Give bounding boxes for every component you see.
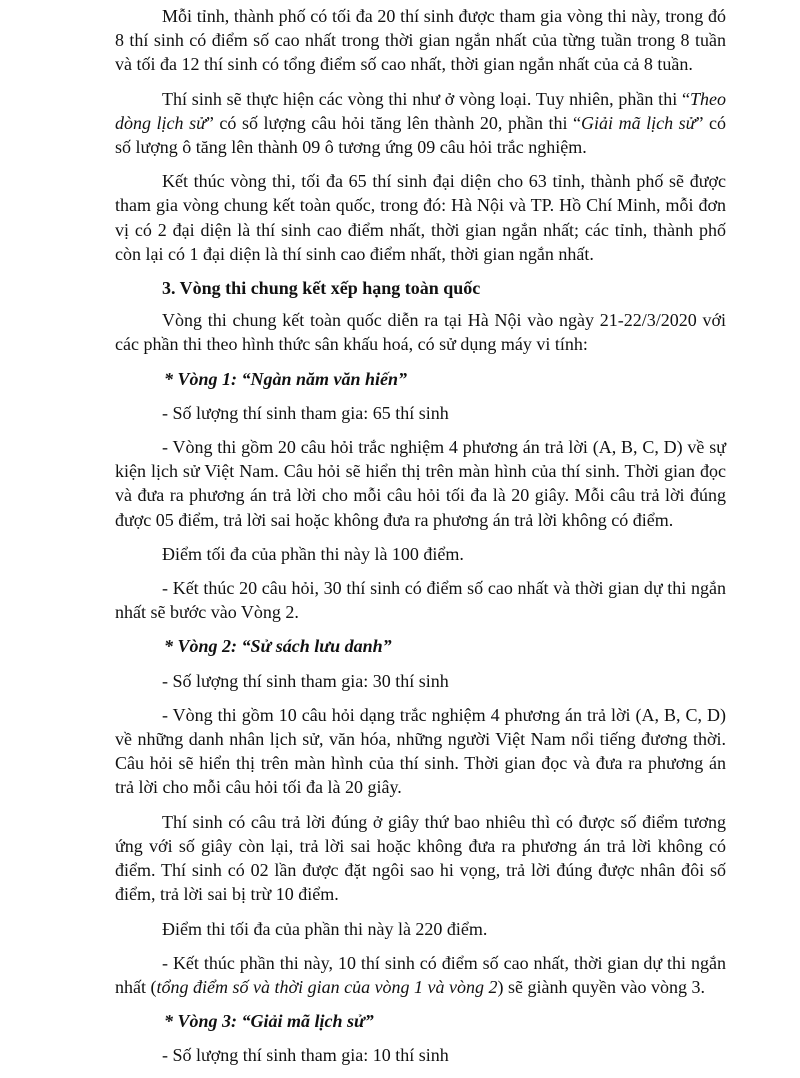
round-1-title: * Vòng 1: “Ngàn năm văn hiến” <box>164 368 408 389</box>
document-body <box>115 4 726 1078</box>
round-2-max-score: Điểm thi tối đa của phần thi này là 220 điểm. <box>162 918 488 939</box>
paragraph-province-quota: Mỗi tỉnh, thành phố có tối đa 20 thí sinh được tham gia vòng thi này, trong đó 8 thí sinh có điểm số cao nhất trong thời gian ngắn nhất của từng tuần trong 8 tuần và tối đa 12 thí sinh có tổng điểm số cao nhất, thời gian ngắn nhất của cả 8 tuần. <box>115 6 726 75</box>
round-3-title: * Vòng 3: “Giải mã lịch sử” <box>164 1011 374 1032</box>
paragraph-final-intro: Vòng thi chung kết toàn quốc diễn ra tại Hà Nội vào ngày 21-22/3/2020 với các phần thi theo hình thức sân khấu hoá, có sử dụng máy vi tính: <box>115 310 726 355</box>
paragraph-round-rules <box>115 87 726 160</box>
italic-term-giai-ma-lich-su: Giải mã lịch sử <box>581 112 696 133</box>
round-1-max-score: Điểm tối đa của phần thi này là 100 điểm. <box>162 543 464 564</box>
paragraph-finalists: Kết thúc vòng thi, tối đa 65 thí sinh đại diện cho 63 tỉnh, thành phố sẽ được tham gia vòng chung kết toàn quốc, trong đó: Hà Nội và TP. Hồ Chí Minh, mỗi đơn vị có 2 đại diện là thí sinh cao điểm nhất, thời gian ngắn nhất; các tỉnh, thành phố còn lại có 1 đại diện là thí sinh cao điểm nhất, thời gian ngắn nhất. <box>115 171 726 264</box>
round-3-participants: - Số lượng thí sinh tham gia: 10 thí sinh <box>162 1045 449 1066</box>
round-2-description: - Vòng thi gồm 10 câu hỏi dạng trắc nghiệm 4 phương án trả lời (A, B, C, D) về những danh nhân lịch sử, văn hóa, những người Việt Nam nổi tiếng đương thời. Câu hỏi sẽ hiển thị trên màn hình của thí sinh. Thời gian đọc và đưa ra phương án trả lời cho mỗi câu hỏi tối đa là 20 giây. <box>115 704 726 798</box>
italic-note-total-score: tổng điểm số và thời gian của vòng 1 và vòng 2 <box>156 976 498 997</box>
round-2-title: * Vòng 2: “Sử sách lưu danh” <box>164 636 392 657</box>
round-2-participants: - Số lượng thí sinh tham gia: 30 thí sinh <box>162 670 449 691</box>
text-segment: ” có số lượng câu hỏi tăng lên thành 20, phần thi “ <box>205 112 582 133</box>
round-2-scoring: Thí sinh có câu trả lời đúng ở giây thứ bao nhiêu thì có được số điểm tương ứng với số giây còn lại, trả lời sai hoặc không đưa ra phương án trả lời không có điểm. Thí sinh có 02 lần được đặt ngôi sao hi vọng, trả lời đúng được nhân đôi số điểm, trả lời sai bị trừ 10 điểm. <box>115 811 726 905</box>
text-segment: Thí sinh sẽ thực hiện các vòng thi như ở vòng loại. Tuy nhiên, phần thi “ <box>162 88 690 109</box>
text-segment: - Kết thúc phần thi này, 10 thí sinh có điểm số cao nhất, thời gian dự thi ngắn nhất ( <box>115 952 726 997</box>
text-segment: ” có số lượng ô tăng lên thành 09 ô tương ứng 09 câu hỏi trắc nghiệm. <box>115 112 726 158</box>
round-1-conclusion: - Kết thúc 20 câu hỏi, 30 thí sinh có điểm số cao nhất và thời gian dự thi ngắn nhất sẽ bước vào Vòng 2. <box>115 578 726 623</box>
round-1-participants: - Số lượng thí sinh tham gia: 65 thí sinh <box>162 402 449 423</box>
round-1-description: - Vòng thi gồm 20 câu hỏi trắc nghiệm 4 phương án trả lời (A, B, C, D) về sự kiện lịch sử Việt Nam. Câu hỏi sẽ hiển thị trên màn hình của thí sinh. Thời gian đọc và đưa ra phương án trả lời cho mỗi câu hỏi tối đa là 20 giây. Mỗi câu trả lời đúng được 05 điểm, trả lời sai hoặc không đưa ra phương án trả lời không có điểm. <box>115 437 726 530</box>
text-segment: ) sẽ giành quyền vào vòng 3. <box>497 976 706 997</box>
section-heading-final-round: 3. Vòng thi chung kết xếp hạng toàn quốc <box>162 278 481 299</box>
round-2-conclusion <box>115 951 726 999</box>
italic-term-theo-dong-lich-su: Theo dòng lịch sử <box>115 88 726 133</box>
